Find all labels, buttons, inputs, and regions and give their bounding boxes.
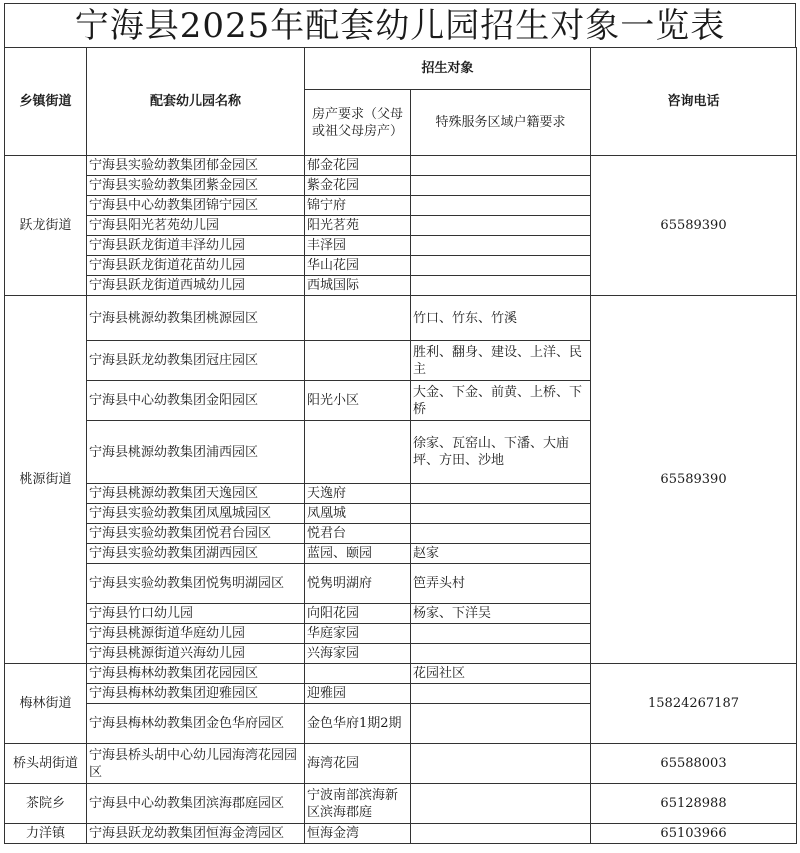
property-requirement: 阳光茗苑 <box>305 216 411 236</box>
property-requirement: 宁波南部滨海新区滨海郡庭 <box>305 784 411 824</box>
household-requirement <box>411 524 591 544</box>
household-requirement: 徐家、瓦窑山、下潘、大庙坪、方田、沙地 <box>411 421 591 484</box>
header-household: 特殊服务区域户籍要求 <box>411 90 591 156</box>
town-cell: 梅林街道 <box>5 664 87 744</box>
property-requirement: 兴海家园 <box>305 644 411 664</box>
town-cell: 桃源街道 <box>5 296 87 664</box>
kindergarten-name: 宁海县跃龙街道西城幼儿园 <box>87 276 305 296</box>
household-requirement: 笆弄头村 <box>411 564 591 604</box>
household-requirement <box>411 684 591 704</box>
phone-cell: 15824267187 <box>591 664 797 744</box>
household-requirement <box>411 824 591 844</box>
household-requirement <box>411 504 591 524</box>
town-cell: 力洋镇 <box>5 824 87 844</box>
kindergarten-name: 宁海县梅林幼教集团迎雅园区 <box>87 684 305 704</box>
property-requirement: 迎雅园 <box>305 684 411 704</box>
property-requirement: 西城国际 <box>305 276 411 296</box>
kindergarten-name: 宁海县实验幼教集团郁金园区 <box>87 156 305 176</box>
kindergarten-name: 宁海县中心幼教集团金阳园区 <box>87 381 305 421</box>
kindergarten-name: 宁海县中心幼教集团锦宁园区 <box>87 196 305 216</box>
town-cell: 桥头胡街道 <box>5 744 87 784</box>
household-requirement <box>411 176 591 196</box>
kindergarten-name: 宁海县阳光茗苑幼儿园 <box>87 216 305 236</box>
property-requirement: 蓝园、颐园 <box>305 544 411 564</box>
property-requirement: 锦宁府 <box>305 196 411 216</box>
household-requirement <box>411 704 591 744</box>
phone-cell: 65128988 <box>591 784 797 824</box>
kindergarten-name: 宁海县跃龙街道花苗幼儿园 <box>87 256 305 276</box>
kindergarten-name: 宁海县梅林幼教集团金色华府园区 <box>87 704 305 744</box>
kindergarten-name: 宁海县梅林幼教集团花园园区 <box>87 664 305 684</box>
household-requirement <box>411 216 591 236</box>
property-requirement: 天逸府 <box>305 484 411 504</box>
household-requirement: 赵家 <box>411 544 591 564</box>
household-requirement: 杨家、下洋吴 <box>411 604 591 624</box>
kindergarten-name: 宁海县桃源幼教集团桃源园区 <box>87 296 305 341</box>
enrollment-table <box>4 47 797 844</box>
property-requirement: 郁金花园 <box>305 156 411 176</box>
property-requirement <box>305 296 411 341</box>
property-requirement: 悦君台 <box>305 524 411 544</box>
kindergarten-name: 宁海县中心幼教集团滨海郡庭园区 <box>87 784 305 824</box>
household-requirement: 花园社区 <box>411 664 591 684</box>
kindergarten-name: 宁海县实验幼教集团悦隽明湖园区 <box>87 564 305 604</box>
kindergarten-name: 宁海县实验幼教集团紫金园区 <box>87 176 305 196</box>
phone-cell: 65589390 <box>591 296 797 664</box>
household-requirement <box>411 236 591 256</box>
kindergarten-name: 宁海县跃龙幼教集团恒海金湾园区 <box>87 824 305 844</box>
property-requirement: 华山花园 <box>305 256 411 276</box>
household-requirement <box>411 644 591 664</box>
kindergarten-name: 宁海县实验幼教集团湖西园区 <box>87 544 305 564</box>
household-requirement <box>411 624 591 644</box>
property-requirement: 紫金花园 <box>305 176 411 196</box>
property-requirement: 悦隽明湖府 <box>305 564 411 604</box>
kindergarten-name: 宁海县桥头胡中心幼儿园海湾花园园区 <box>87 744 305 784</box>
property-requirement: 丰泽园 <box>305 236 411 256</box>
property-requirement: 金色华府1期2期 <box>305 704 411 744</box>
household-requirement <box>411 196 591 216</box>
property-requirement: 向阳花园 <box>305 604 411 624</box>
property-requirement: 海湾花园 <box>305 744 411 784</box>
household-requirement <box>411 256 591 276</box>
property-requirement <box>305 421 411 484</box>
phone-cell: 65589390 <box>591 156 797 296</box>
property-requirement: 阳光小区 <box>305 381 411 421</box>
kindergarten-name: 宁海县跃龙街道丰泽幼儿园 <box>87 236 305 256</box>
household-requirement <box>411 156 591 176</box>
household-requirement <box>411 784 591 824</box>
household-requirement <box>411 744 591 784</box>
property-requirement <box>305 341 411 381</box>
property-requirement: 恒海金湾 <box>305 824 411 844</box>
household-requirement <box>411 276 591 296</box>
household-requirement: 大金、下金、前黄、上桥、下桥 <box>411 381 591 421</box>
household-requirement: 竹口、竹东、竹溪 <box>411 296 591 341</box>
header-enrollment: 招生对象 <box>305 48 591 90</box>
property-requirement: 华庭家园 <box>305 624 411 644</box>
property-requirement <box>305 664 411 684</box>
kindergarten-name: 宁海县实验幼教集团凤凰城园区 <box>87 504 305 524</box>
header-phone: 咨询电话 <box>591 48 797 156</box>
phone-cell: 65588003 <box>591 744 797 784</box>
page-title: 宁海县2025年配套幼儿园招生对象一览表 <box>4 3 796 47</box>
kindergarten-name: 宁海县桃源幼教集团天逸园区 <box>87 484 305 504</box>
town-cell: 茶院乡 <box>5 784 87 824</box>
kindergarten-name: 宁海县桃源幼教集团浦西园区 <box>87 421 305 484</box>
household-requirement <box>411 484 591 504</box>
kindergarten-name: 宁海县桃源街道华庭幼儿园 <box>87 624 305 644</box>
town-cell: 跃龙街道 <box>5 156 87 296</box>
phone-cell: 65103966 <box>591 824 797 844</box>
kindergarten-name: 宁海县实验幼教集团悦君台园区 <box>87 524 305 544</box>
header-town: 乡镇街道 <box>5 48 87 156</box>
property-requirement: 凤凰城 <box>305 504 411 524</box>
header-kindergarten: 配套幼儿园名称 <box>87 48 305 156</box>
header-property: 房产要求（父母或祖父母房产） <box>305 90 411 156</box>
kindergarten-name: 宁海县桃源街道兴海幼儿园 <box>87 644 305 664</box>
kindergarten-name: 宁海县跃龙幼教集团冠庄园区 <box>87 341 305 381</box>
kindergarten-name: 宁海县竹口幼儿园 <box>87 604 305 624</box>
household-requirement: 胜利、翻身、建设、上洋、民主 <box>411 341 591 381</box>
